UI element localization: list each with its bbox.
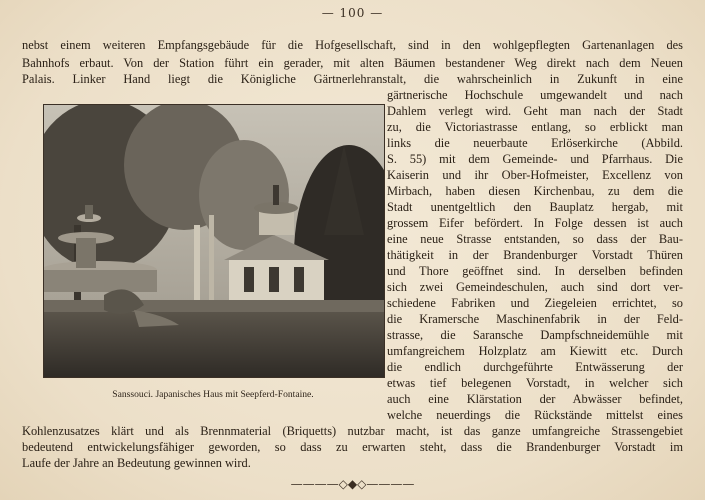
text-line: S. 55) mit dem Gemeinde- und Pfarrhaus. Die: [387, 152, 683, 166]
text-line: strasse, die Saransche Dampfschneidemühle mit: [387, 328, 683, 342]
text-line: auch eine Klärstation der Abwässer befindet,: [387, 392, 683, 406]
text-line: Palais. Linker Hand liegt die Königliche Gärtnerlehranstalt, die wahrscheinlich in Zukunft in eine: [22, 72, 683, 86]
photo-japanese-house: [43, 104, 385, 378]
text-line: und Thore geöffnet sind. In derselben befinden: [387, 264, 683, 278]
page-number: — 100 —: [321, 6, 384, 20]
text-line: thätigkeit in der Brandenburger Vorstadt Thüren: [387, 248, 683, 262]
text-line: schiedene Fabriken und Ziegeleien errichtet, so: [387, 296, 683, 310]
text-line: Stadt unentgeltlich den Bauplatz hergab, mit: [387, 200, 683, 214]
text-line: Laufe der Jahre an Bedeutung gewinnen wird.: [22, 456, 251, 470]
text-line: Bahnhofs erbaut. Von der Station führt ein gerader, mit alten Bäumen bestandener Weg direkt nach dem Neuen: [22, 56, 683, 70]
text-line: links die neuerbaute Erlöserkirche (Abbild.: [387, 136, 683, 150]
text-line: bedeutend entwickelungsfähiger geworden, so dass zu erwarten steht, dass die Brandenburger Vorstadt im: [22, 440, 683, 454]
text-line: umfangreichem Holzplatz am Kiewitt etc. Durch: [387, 344, 683, 358]
text-line: die endlich durchgeführte Entwässerung der: [387, 360, 683, 374]
text-line: etwas tief belegenen Vorstadt, in welcher sich: [387, 376, 683, 390]
text-line: Kohlenzusatzes klärt und als Brennmaterial (Briquetts) nutzbar macht, ist das ganze umfangreiche Strassengebiet: [22, 424, 683, 438]
ornament-divider: ————◇◆◇————: [290, 477, 415, 491]
text-line: zu, die Victoriastrasse entlang, so erblickt man: [387, 120, 683, 134]
text-line: welche neuerdings die Rückstände mittelst eines: [387, 408, 683, 422]
text-line: die Kramersche Maschinenfabrik in der Feld-: [387, 312, 683, 326]
text-line: Kaiserin und ihr Ober-Hofmeister, Excellenz von: [387, 168, 683, 182]
text-line: Dahlem verlegt wird. Geht man nach der Stadt: [387, 104, 683, 118]
text-line: nebst einem weiteren Empfangsgebäude für die Hofgesellschaft, sind in den wohlgepflegten Gartenanlagen des: [22, 38, 683, 52]
text-line: grossem Eifer befördert. In Folge dessen ist auch: [387, 216, 683, 230]
text-line: Mirbach, haben diesen Kirchenbau, zu dem die: [387, 184, 683, 198]
figure-caption: Sanssouci. Japanisches Haus mit Seepferd-Fontaine.: [112, 389, 314, 400]
text-line: eine neue Strasse entstanden, so dass der Bau-: [387, 232, 683, 246]
text-line: sich zwei Gemeindeschulen, auch sind dort ver-: [387, 280, 683, 294]
text-line: gärtnerische Hochschule umgewandelt und nach: [387, 88, 683, 102]
